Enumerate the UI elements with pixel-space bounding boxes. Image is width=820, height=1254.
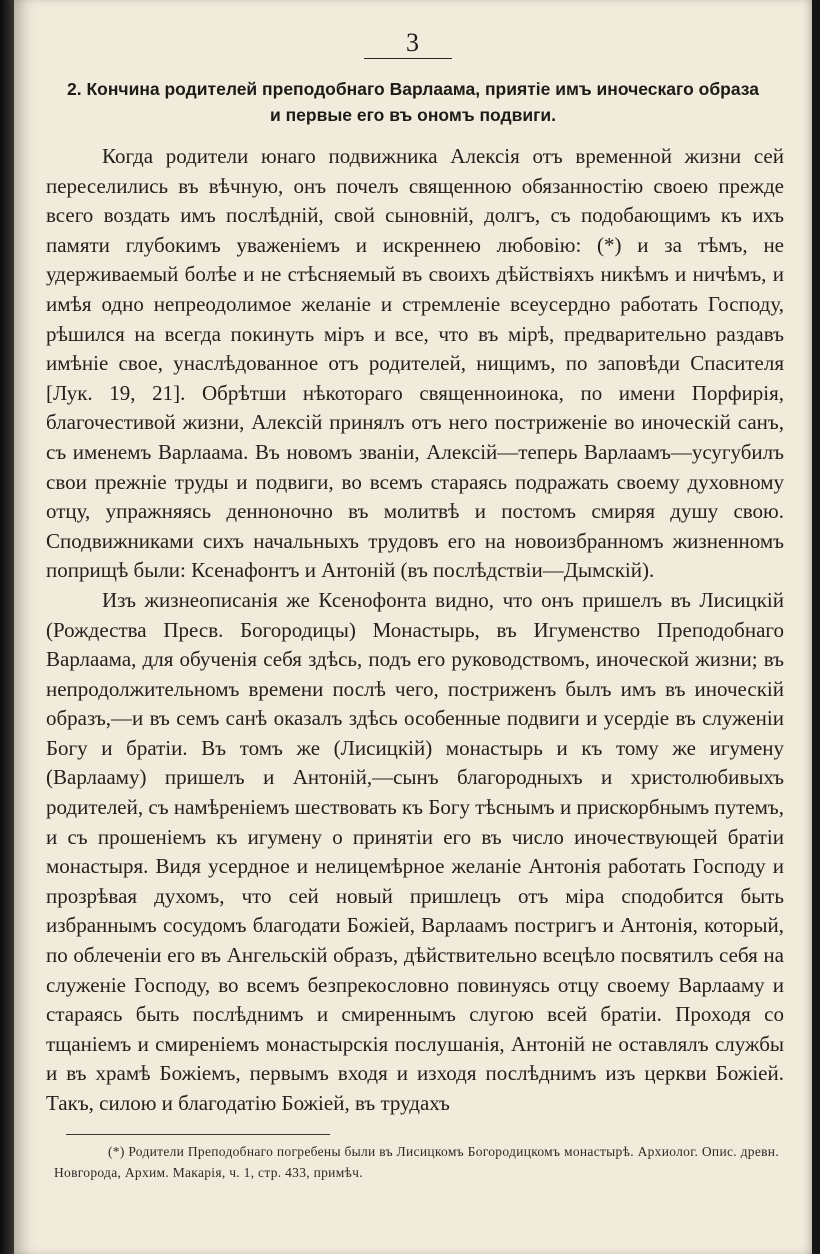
paragraph-1: Когда родители юнаго подвижника Алексія отъ временной жизни сей переселились въ вѣчную, онъ почелъ священною обязанностію своею прежде всего воздать имъ послѣдній, свой сыновній, долгъ, съ подобающимъ къ ихъ памяти глубокимъ уваженіемъ и искреннею любовію: (*) и за тѣмъ, не удерживаемый болѣе и не стѣсняемый въ своихъ дѣйствіяхъ никѣмъ и ничѣмъ, и имѣя одно непреодолимое желаніе и стремленіе всеусердно работать Господу, рѣшился на всегда покинуть міръ и все, что въ мірѣ, предварительно раздавъ имѣніе свое, унаслѣдованное отъ родителей, нищимъ, по заповѣди Спасителя [Лук. 19, 21]. Обрѣтши нѣкотораго священноинока, по имени Порфирія, благочестивой жизни, Алексій принялъ отъ него постриженіе во иноческій санъ, съ именемъ Варлаама. Въ новомъ званіи, Алексій—теперь Варлаамъ—усугубилъ свои прежніе труды и подвиги, во всемъ стараясь подражать своему духовному отцу, упражняясь денноночно въ молитвѣ и постомъ смиряя душу свою. Сподвижниками сихъ начальныхъ трудовъ его на новоизбранномъ жизненномъ поприщѣ были: Ксенафонтъ и Антоній (въ послѣдствіи—Дымскій). bbox=[46, 144, 784, 583]
book-page bbox=[14, 0, 812, 1254]
footnote bbox=[54, 1141, 784, 1183]
footnote-line-2: Новгорода, Архим. Макарія, ч. 1, стр. 433, примѣч. bbox=[54, 1165, 363, 1180]
page-number-rule bbox=[364, 58, 452, 59]
chapter-heading-line-1: 2. Кончина родителей преподобнаго Варлаама, приятіе имъ иноческаго образа bbox=[67, 79, 759, 99]
footnote-line-1: (*) Родители Преподобнаго погребены были въ Лисицкомъ Богородицкомъ монастырѣ. Архиолог. Опис. древн. bbox=[108, 1144, 780, 1159]
page-number: 3 bbox=[406, 28, 420, 57]
chapter-heading bbox=[48, 76, 778, 128]
footnote-rule bbox=[66, 1134, 330, 1135]
chapter-heading-line-2: и первые его въ ономъ подвиги. bbox=[269, 105, 557, 125]
book-binding-edge bbox=[0, 0, 14, 1254]
body-text bbox=[46, 142, 784, 1119]
paragraph-2: Изъ жизнеописанія же Ксенофонта видно, что онъ пришелъ въ Лисицкій (Рождества Пресв. Богородицы) Монастырь, въ Игуменство Преподобнаго Варлаама, для обученія себя здѣсь, подъ его руководствомъ, иноческой жизни; въ непродолжительномъ времени послѣ чего, постриженъ былъ имъ въ иноческій образъ,—и въ семъ санѣ оказалъ здѣсь особенные подвиги и усердіе въ служеніи Богу и братіи. Въ томъ же (Лисицкій) монастырь и къ тому же игумену (Варлааму) пришелъ и Антоній,—сынъ благородныхъ и христолюбивыхъ родителей, съ намѣреніемъ шествовать къ Богу тѣснымъ и прискорбнымъ путемъ, и съ прошеніемъ къ игумену о принятіи его въ число иночествующей братіи монастыря. Видя усердное и нелицемѣрное желаніе Антонія работать Господу и прозрѣвая духомъ, что сей новый пришлецъ отъ міра сподобится быть избраннымъ сосудомъ благодати Божіей, Варлаамъ постригъ и Антонія, который, по облеченіи его въ Ангельскій образъ, дѣйствительно всецѣло посвятилъ себя на служеніе Господу, во всемъ безпрекословно повинуясь отцу своему Варлааму и стараясь быть послѣднимъ и смиреннымъ слугою всей братіи. Проходя со тщаніемъ и смиреніемъ монастырскія послушанія, Антоній не оставлялъ службы и въ храмѣ Божіемъ, первымъ входя и изходя послѣднимъ изъ церкви Божіей. Такъ, силою и благодатію Божіей, въ трудахъ bbox=[46, 587, 784, 1115]
